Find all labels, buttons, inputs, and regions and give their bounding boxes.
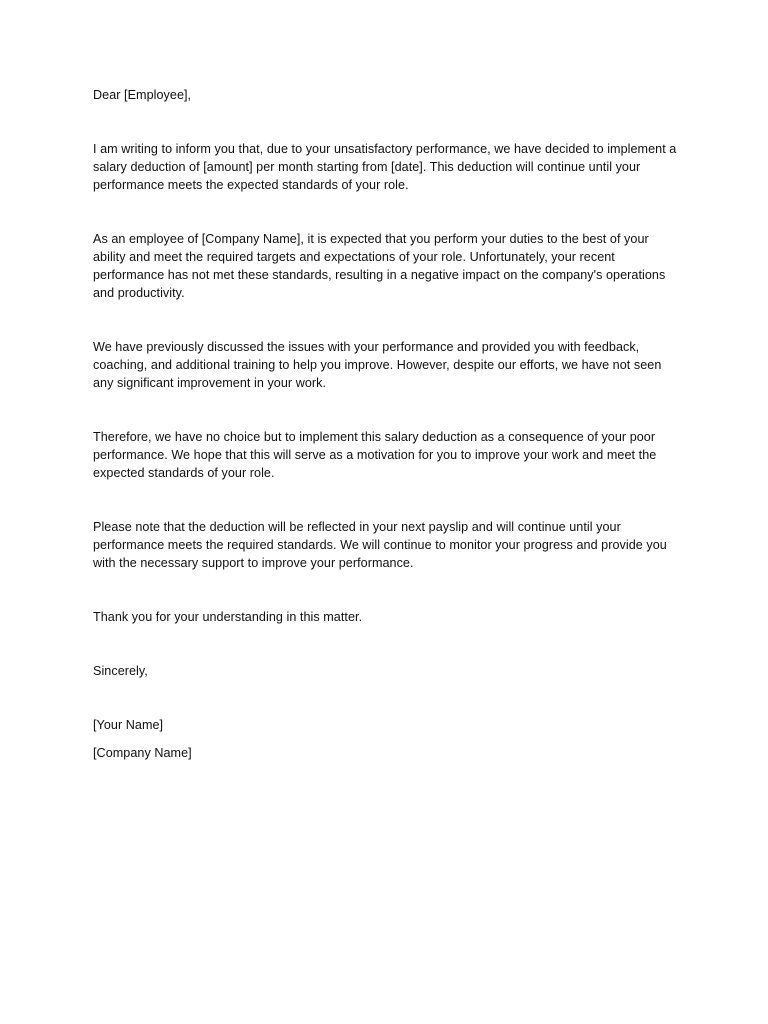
paragraph-previous-discussion: We have previously discussed the issues with your performance and provided you with feedback, coaching, and additional training to help you improve. However, despite our efforts, we have not seen any significant improvement in your work.: [93, 340, 662, 390]
paragraph-payslip-note: Please note that the deduction will be reflected in your next payslip and will continue until your performance meets the required standards. We will continue to monitor your progress and provide you with the necessary support to improve your performance.: [93, 520, 667, 570]
paragraph-thanks: Thank you for your understanding in this matter.: [93, 610, 363, 624]
closing: Sincerely,: [93, 664, 148, 678]
signature-company: [Company Name]: [93, 746, 192, 760]
paragraph-consequence: Therefore, we have no choice but to implement this salary deduction as a consequence of your poor performance. We hope that this will serve as a motivation for you to improve your work and meet the expected standards of your role.: [93, 430, 657, 480]
signature-name: [Your Name]: [93, 718, 164, 732]
letter-body: [93, 86, 683, 762]
paragraph-notice: I am writing to inform you that, due to your unsatisfactory performance, we have decided to implement a salary deduction of [amount] per month starting from [date]. This deduction will continue until your performance meets the expected standards of your role.: [93, 142, 677, 192]
paragraph-expectations: As an employee of [Company Name], it is expected that you perform your duties to the best of your ability and meet the required targets and expectations of your role. Unfortunately, your recent performance has not met these standards, resulting in a negative impact on the company's operations and productivity.: [93, 232, 666, 300]
salutation: Dear [Employee],: [93, 88, 192, 102]
